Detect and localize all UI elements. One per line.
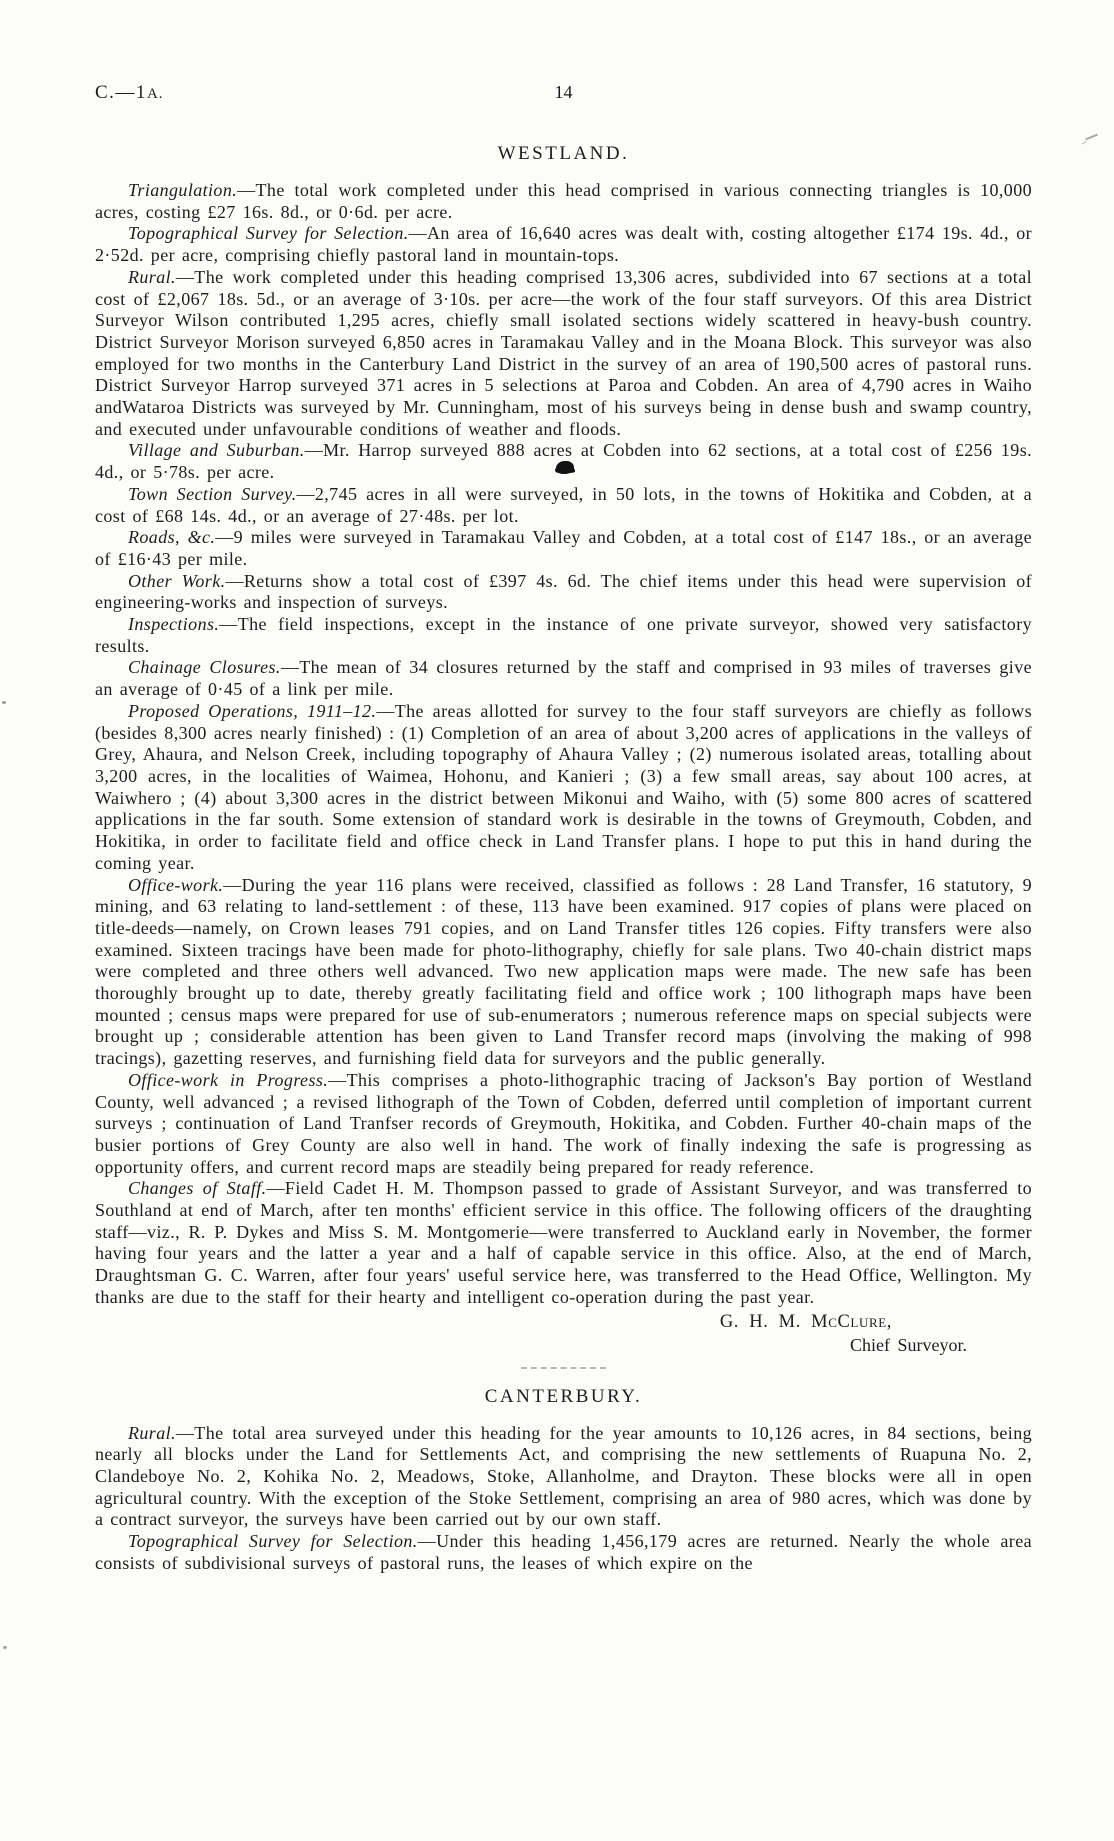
report-code-main: C.—1 (95, 82, 147, 103)
signature-block (95, 1311, 1032, 1357)
paragraph-office-work (95, 875, 1032, 1070)
paragraph-text: —The total work completed under this head comprised in various connecting triangles is 10,000 acres, costing £27 16s. 8d., or 0·6d. per acre. (95, 180, 1032, 222)
paragraph-lead: Town Section Survey. (128, 483, 297, 504)
paragraph-proposed-operations (95, 701, 1032, 875)
paragraph-text: —9 miles were surveyed in Taramakau Valley and Cobden, at a total cost of £147 18s., or an average of £16·43 per mile. (95, 527, 1032, 569)
paragraph-triangulation (95, 180, 1032, 223)
page-header (95, 82, 1032, 106)
paragraph-lead: Chainage Closures. (128, 657, 281, 678)
report-code-suffix: A. (146, 86, 164, 102)
paragraph-other-work (95, 571, 1032, 614)
paragraph-inspections (95, 614, 1032, 657)
section-divider (521, 1367, 606, 1369)
section-heading-westland: WESTLAND. (497, 143, 630, 164)
paragraph-roads (95, 527, 1032, 570)
signature-name: G. H. M. McClure, (719, 1311, 892, 1332)
paragraph-text: —Returns show a total cost of £397 4s. 6d. The chief items under this head were supervision of engineering-works and inspection of surveys. (95, 570, 1033, 613)
scan-edge-speck (3, 1646, 7, 1649)
paragraph-lead: Roads, &c. (128, 527, 216, 548)
ink-blot-artifact (556, 461, 574, 474)
paragraph-lead: Rural. (128, 1422, 176, 1443)
paragraph-text: —Field Cadet H. M. Thompson passed to grade of Assistant Surveyor, and was transferred to Southland at end of March, after ten months' efficient service in this office. The following officers of the draughting staff—viz., R. P. Dykes and Miss S. M. Montgomerie—were transferred to Auckland early in November, the former having four years and the latter a year and a half of capable service in this office. Also, at the end of March, Draughtsman G. C. Warren, after four years' useful service here, was transferred to the Head Office, Wellington. My thanks are due to the staff for their hearty and intelligent co-operation during the past year. (95, 1178, 1032, 1307)
paragraph-text: —During the year 116 plans were received, classified as follows : 28 Land Transfer, 16 statutory, 9 mining, and 63 relating to land-settlement : of these, 113 have been examined. 917 copies of plans were placed on title-deeds—namely, on Crown leases 791 copies, and on Land Transfer titles 126 copies. Fifty transfers were also examined. Sixteen tracings have been made for photo-lithography, chiefly for sale plans. Two 40-chain district maps were completed and three others well advanced. Two new application maps were made. The new safe has been thoroughly brought up to date, thereby greatly facilitating field and office work ; 100 lithograph maps have been mounted ; census maps were prepared for use of sub-enumerators ; numerous reference maps on special subjects were brought up ; considerable attention has been given to Land Transfer record maps (involving the making of 998 tracings), gazetting reserves, and furnishing field data for surveyors and the public generally. (95, 874, 1032, 1069)
signature-title: Chief Surveyor. (850, 1334, 967, 1355)
paragraph-text: —Under this heading 1,456,179 acres are returned. Nearly the whole area consists of subdivisional surveys of pastoral runs, the leases of which expire on the (95, 1531, 1032, 1573)
paragraph-lead: Office-work. (128, 874, 224, 895)
paragraph-lead: Other Work. (128, 570, 226, 591)
paragraph-text: —The areas allotted for survey to the four staff surveyors are chiefly as follows (besides 8,300 acres nearly finished) : (1) Completion of an area of about 3,200 acres of applications in the valleys of Grey, Ahaura, and Nelson Creek, including topography of Ahaura Valley ; (2) numerous isolated areas, totalling about 3,200 acres, in the localities of Waimea, Hohonu, and Kanieri ; (3) a few small areas, say about 100 acres, at Waiwhero ; (4) about 3,300 acres in the district between Mikonui and Waiho, with (5) some 800 acres of scattered applications in the far south. Some extension of standard work is desirable in the towns of Greymouth, Cobden, and Hokitika, in order to facilitate field and office check in Land Transfer plans. I hope to put this in hand during the coming year. (95, 700, 1032, 873)
scan-edge-speck (2, 701, 6, 704)
paragraph-lead: Office-work in Progress. (128, 1069, 329, 1090)
paragraph-lead: Changes of Staff. (128, 1178, 267, 1199)
paragraph-text: —The field inspections, except in the instance of one private surveyor, showed very satisfactory results. (95, 614, 1032, 656)
paragraph-topographical-survey (95, 223, 1032, 266)
paragraph-lead: Inspections. (128, 614, 220, 635)
page-content (95, 82, 1032, 1574)
paragraph-canterbury-topographical (95, 1531, 1032, 1574)
paragraph-text: —The mean of 34 closures returned by the staff and comprised in 93 miles of traverses give an average of 0·45 of a link per mile. (95, 657, 1032, 700)
page-number: 14 (554, 82, 573, 102)
paragraph-text: —The work completed under this heading comprised 13,306 acres, subdivided into 67 sections at a total cost of £2,067 18s. 5d., or an average of 3·10s. per acre—the work of the four staff surveyors. Of this area District Surveyor Wilson contributed 1,295 acres, chiefly small isolated sections widely scattered in heavy-bush country. District Surveyor Morison surveyed 6,850 acres in Taramakau Valley and in the Moana Block. This surveyor was also employed for two months in the Canterbury Land District in the survey of an area of 190,500 acres of pastoral runs. District Surveyor Harrop surveyed 371 acres in 5 selections at Paroa and Cobden. An area of 4,790 acres in Waiho andWataroa Districts was surveyed by Mr. Cunningham, most of his surveys being in dense bush and swamp country, and executed under unfavourable conditions of weather and floods. (95, 266, 1032, 439)
paragraph-text: —Mr. Harrop surveyed 888 acres at Cobden into 62 sections, at a total cost of £256 19s. 4d., or 5·78s. per acre. (95, 440, 1032, 483)
paragraph-text: —2,745 acres in all were surveyed, in 50 lots, in the towns of Hokitika and Cobden, at a cost of £68 14s. 4d., or an average of 27·48s. per lot. (95, 483, 1032, 526)
paragraph-text: —An area of 16,640 acres was dealt with, costing altogether £174 19s. 4d., or 2·52d. per acre, comprising chiefly pastoral land in mountain-tops. (95, 223, 1032, 266)
paragraph-office-work-in-progress (95, 1070, 1032, 1179)
paragraph-canterbury-rural (95, 1423, 1032, 1532)
scan-corner-mark (1085, 134, 1098, 140)
paragraph-lead: Proposed Operations, 1911–12. (128, 700, 377, 721)
paragraph-lead: Topographical Survey for Selection. (128, 1531, 418, 1552)
paragraph-text: —The total area surveyed under this heading for the year amounts to 10,126 acres, in 84 sections, being nearly all blocks under the Land for Settlements Act, and comprising the new settlements of Ruapuna No. 2, Clandeboye No. 2, Kohika No. 2, Meadows, Stoke, Allanholme, and Drayton. These blocks were all in open agricultural country. With the exception of the Stoke Settlement, comprising an area of 980 acres, which was done by a contract surveyor, the surveys have been carried out by our own staff. (95, 1422, 1032, 1530)
paragraph-rural (95, 267, 1032, 441)
paragraph-chainage-closures (95, 657, 1032, 700)
paragraph-text: —This comprises a photo-lithographic tracing of Jackson's Bay portion of Westland County, well advanced ; a revised lithograph of the Town of Cobden, deferred until completion of important current surveys ; continuation of Land Tranfser records of Greymouth, Hokitika, and Cobden. Further 40-chain maps of the busier portions of Grey County are also well in hand. The work of finally indexing the safe is progressing as opportunity offers, and current record maps are steadily being prepared for ready reference. (95, 1069, 1032, 1177)
paragraph-lead: Triangulation. (128, 180, 238, 200)
paragraph-town-section-survey (95, 484, 1032, 527)
paragraph-lead: Topographical Survey for Selection. (128, 223, 409, 244)
section-heading-canterbury: CANTERBURY. (484, 1385, 643, 1407)
paragraph-lead: Village and Suburban. (128, 440, 305, 461)
paragraph-changes-of-staff (95, 1178, 1032, 1308)
paragraph-lead: Rural. (128, 266, 176, 287)
